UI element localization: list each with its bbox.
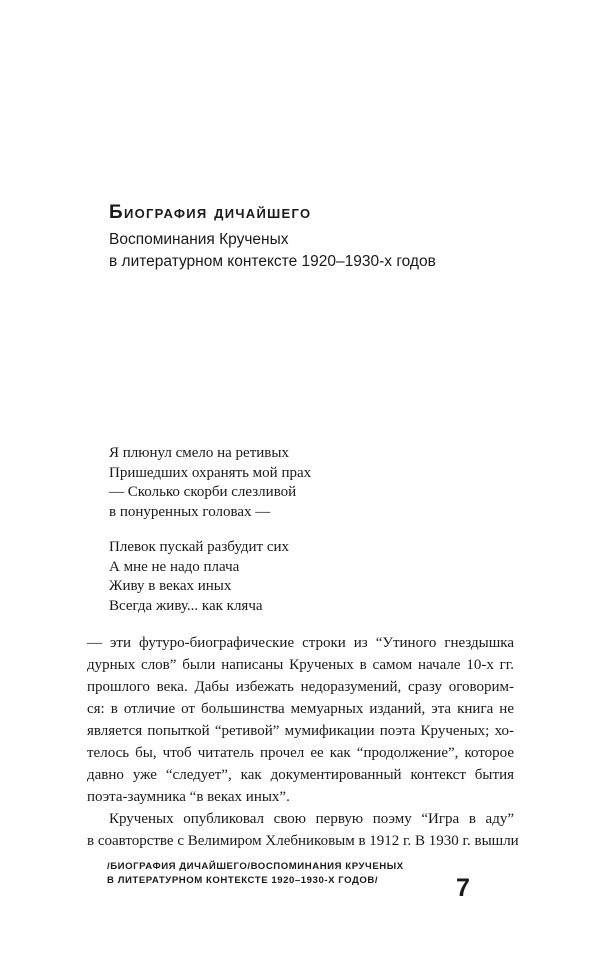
body-line: телось бы, чтоб читатель прочел ее как “продолжение”, которое (87, 745, 514, 761)
chapter-heading (109, 200, 529, 273)
verse-line: — Сколько скорби слезливой (109, 484, 297, 500)
body-line: является попыткой “ретивой” мумификации поэта Крученых; хо- (87, 723, 514, 739)
body-line: поэта-заумника “в веках иных”. (87, 789, 290, 805)
epigraph-stanza-1 (109, 444, 509, 522)
body-line: дурных слов” были написаны Крученых в самом начале 10-х гг. (87, 657, 514, 673)
body-line: Крученых опубликовал свою первую поэму “Игра в аду” (109, 811, 514, 827)
body-line: — эти футуро-биографические строки из “Утиного гнездышка (87, 635, 514, 651)
page-number: 7 (456, 874, 470, 902)
body-line: в соавторстве с Велимиром Хлебниковым в 1912 г. В 1930 г. вышли (87, 833, 519, 849)
body-line: ся: в отличие от большинства мемуарных изданий, эта книга не (87, 701, 514, 717)
verse-line: Пришедших охранять мой прах (109, 464, 312, 481)
running-head-line-1: /БИОГРАФИЯ ДИЧАЙШЕГО/ВОСПОМИНАНИЯ КРУЧЕНЫХ (107, 861, 404, 872)
body-line: давно уже “следует”, как документированный контекст бытия (87, 767, 514, 783)
body-text (87, 632, 519, 852)
chapter-subtitle-line-2: в литературном контексте 1920–1930-х годов (109, 253, 436, 270)
verse-line: в понуренных головах — (109, 503, 271, 520)
chapter-subtitle-line-1: Воспоминания Крученых (109, 231, 289, 248)
verse-line: Плевок пускай разбудит сих (109, 539, 290, 555)
verse-line: А мне не надо плача (109, 558, 240, 575)
running-head-line-2: В ЛИТЕРАТУРНОМ КОНТЕКСТЕ 1920–1930-Х ГОДОВ/ (107, 874, 379, 886)
verse-line: Живу в веках иных (109, 578, 232, 594)
chapter-title: Биография дичайшего (109, 202, 312, 223)
body-line: прошлого века. Дабы избежать недоразумений, сразу оговорим- (87, 679, 514, 695)
verse-line: Я плюнул смело на ретивых (109, 445, 289, 461)
verse-line: Всегда живу... как кляча (109, 597, 263, 614)
epigraph-stanza-2 (109, 538, 509, 616)
